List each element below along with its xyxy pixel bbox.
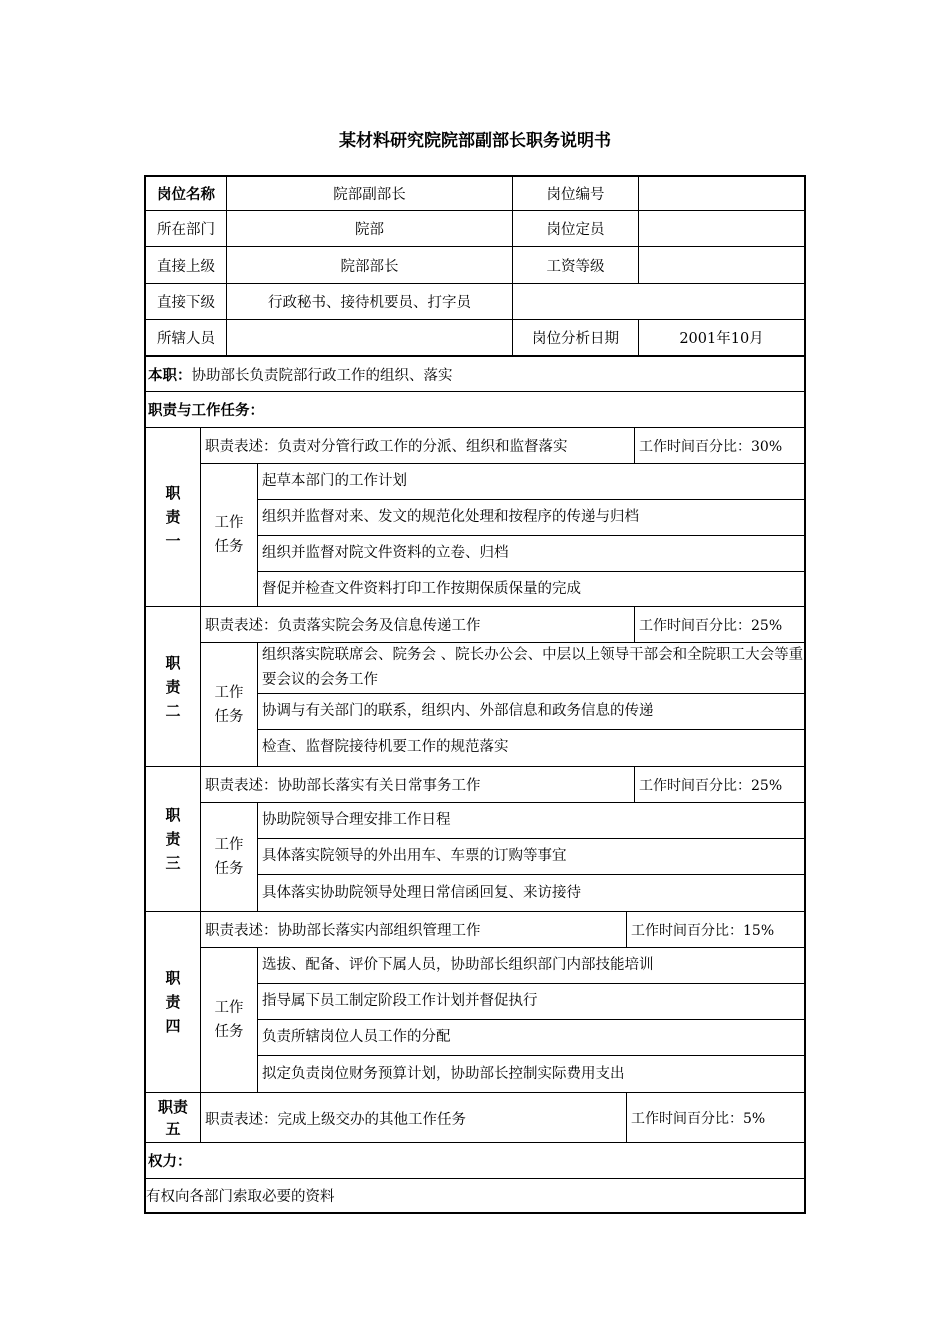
duty-block-3 xyxy=(144,767,806,912)
main-duty-row xyxy=(144,356,806,392)
info-row-3 xyxy=(144,247,806,284)
duty-header xyxy=(200,767,804,803)
superior-value: 院部部长 xyxy=(226,247,512,283)
dept-label: 所在部门 xyxy=(157,222,215,238)
task-label xyxy=(201,643,257,766)
info-row-2 xyxy=(144,211,806,247)
analysis-date-label: 岗位分析日期 xyxy=(512,320,638,355)
duty-percentage: 工作时间百分比：15% xyxy=(626,912,804,947)
duty-description: 职责表述：完成上级交办的其他工作任务 xyxy=(205,1111,466,1128)
duty-label-text: 职责五 xyxy=(157,1097,188,1138)
duty-header xyxy=(200,607,804,643)
duty-label xyxy=(146,1093,200,1142)
duty-header xyxy=(200,912,804,948)
duty-label xyxy=(146,912,200,1092)
task-group xyxy=(200,643,804,766)
duty-label-text: 职责三 xyxy=(165,806,181,872)
staff-label: 所辖人员 xyxy=(157,331,215,347)
duty-percentage: 工作时间百分比：30% xyxy=(634,428,804,463)
position-name-label: 岗位名称 xyxy=(157,187,215,203)
duty-description: 职责表述：负责落实院会务及信息传递工作 xyxy=(205,618,481,634)
task-item: 协助院领导合理安排工作日程 xyxy=(258,803,804,839)
duty-block-2 xyxy=(144,607,806,767)
task-item: 具体落实协助院领导处理日常信函回复、来访接待 xyxy=(262,884,581,901)
superior-label: 直接上级 xyxy=(157,258,215,275)
task-list xyxy=(257,464,804,606)
info-row-5 xyxy=(144,320,806,356)
duty-header xyxy=(200,428,804,464)
task-item: 选拔、配备、评价下属人员，协助部长组织部门内部技能培训 xyxy=(258,948,804,984)
dept-value: 院部 xyxy=(226,211,512,246)
duty-description: 职责表述：协助部长落实内部组织管理工作 xyxy=(205,923,481,939)
info-row-1 xyxy=(144,175,806,211)
duties-section-heading: 职责与工作任务： xyxy=(148,403,264,419)
task-group xyxy=(200,803,804,911)
task-group xyxy=(200,464,804,606)
task-group xyxy=(200,948,804,1092)
task-item: 起草本部门的工作计划 xyxy=(258,464,804,500)
task-label xyxy=(201,464,257,606)
duty-percentage: 工作时间百分比：25% xyxy=(634,607,804,642)
quota-value xyxy=(638,211,804,246)
task-item: 拟定负责岗位财务预算计划，协助部长控制实际费用支出 xyxy=(262,1065,625,1082)
salary-value xyxy=(638,247,804,283)
duty-block-5 xyxy=(144,1093,806,1143)
duty-description: 职责表述：协助部长落实有关日常事务工作 xyxy=(205,778,481,794)
salary-label: 工资等级 xyxy=(512,247,638,283)
quota-label: 岗位定员 xyxy=(512,211,638,246)
duty-block-1 xyxy=(144,428,806,607)
task-label-text: 工作任务 xyxy=(214,837,244,877)
duty-label-text: 职责二 xyxy=(165,653,181,720)
duties-section-row xyxy=(144,392,806,428)
task-label xyxy=(201,948,257,1092)
analysis-date-value: 2001年10月 xyxy=(638,320,804,355)
staff-value xyxy=(226,320,512,355)
duty-label-text: 职责四 xyxy=(165,969,181,1035)
main-duty-text: 协助部长负责院部行政工作的组织、落实 xyxy=(191,367,453,384)
subordinate-blank xyxy=(512,284,804,319)
power-text: 有权向各部门索取必要的资料 xyxy=(146,1189,335,1205)
task-item: 检查、监督院接待机要工作的规范落实 xyxy=(262,739,509,755)
task-item: 协调与有关部门的联系，组织内、外部信息和政务信息的传递 xyxy=(258,694,804,730)
task-item: 组织并监督对来、发文的规范化处理和按程序的传递与归档 xyxy=(258,500,804,536)
task-label-text: 工作任务 xyxy=(214,684,244,725)
task-item: 组织并监督对院文件资料的立卷、归档 xyxy=(258,536,804,572)
power-section-row xyxy=(144,1143,806,1179)
duty-percentage: 工作时间百分比：5% xyxy=(626,1093,804,1143)
duty-label xyxy=(146,428,200,606)
main-duty-label: 本职： xyxy=(148,367,192,384)
task-list xyxy=(257,803,804,911)
power-section-heading: 权力： xyxy=(148,1154,192,1170)
duty-label xyxy=(146,767,200,911)
duty-label-text: 职责一 xyxy=(165,484,181,550)
duty-description: 职责表述：负责对分管行政工作的分派、组织和监督落实 xyxy=(205,439,568,455)
position-no-value xyxy=(638,177,804,210)
task-item: 督促并检查文件资料打印工作按期保质保量的完成 xyxy=(262,581,581,597)
duty-percentage: 工作时间百分比：25% xyxy=(634,767,804,802)
info-row-4 xyxy=(144,284,806,320)
task-list xyxy=(257,948,804,1092)
task-item: 具体落实院领导的外出用车、车票的订购等事宜 xyxy=(258,839,804,875)
task-item: 组织落实院联席会、院务会 、院长办公会、中层以上领导干部会和全院职工大会等重要会议的会务工作 xyxy=(258,643,804,694)
subordinate-value: 行政秘书、接待机要员、打字员 xyxy=(226,284,512,319)
task-label-text: 工作任务 xyxy=(214,515,244,555)
task-label-text: 工作任务 xyxy=(214,1000,244,1040)
power-row xyxy=(144,1179,806,1214)
duty-header xyxy=(200,1093,804,1143)
duty-label xyxy=(146,607,200,766)
position-name-value: 院部副部长 xyxy=(226,177,512,210)
duty-block-4 xyxy=(144,912,806,1093)
main-duty xyxy=(146,357,804,391)
task-list xyxy=(257,643,804,766)
task-item: 负责所辖岗位人员工作的分配 xyxy=(258,1020,804,1056)
subordinate-label: 直接下级 xyxy=(157,295,215,311)
job-description-table xyxy=(144,175,806,1214)
page-title: 某材料研究院院部副部长职务说明书 xyxy=(339,131,611,151)
task-item: 指导属下员工制定阶段工作计划并督促执行 xyxy=(258,984,804,1020)
task-label xyxy=(201,803,257,911)
position-no-label: 岗位编号 xyxy=(512,177,638,210)
